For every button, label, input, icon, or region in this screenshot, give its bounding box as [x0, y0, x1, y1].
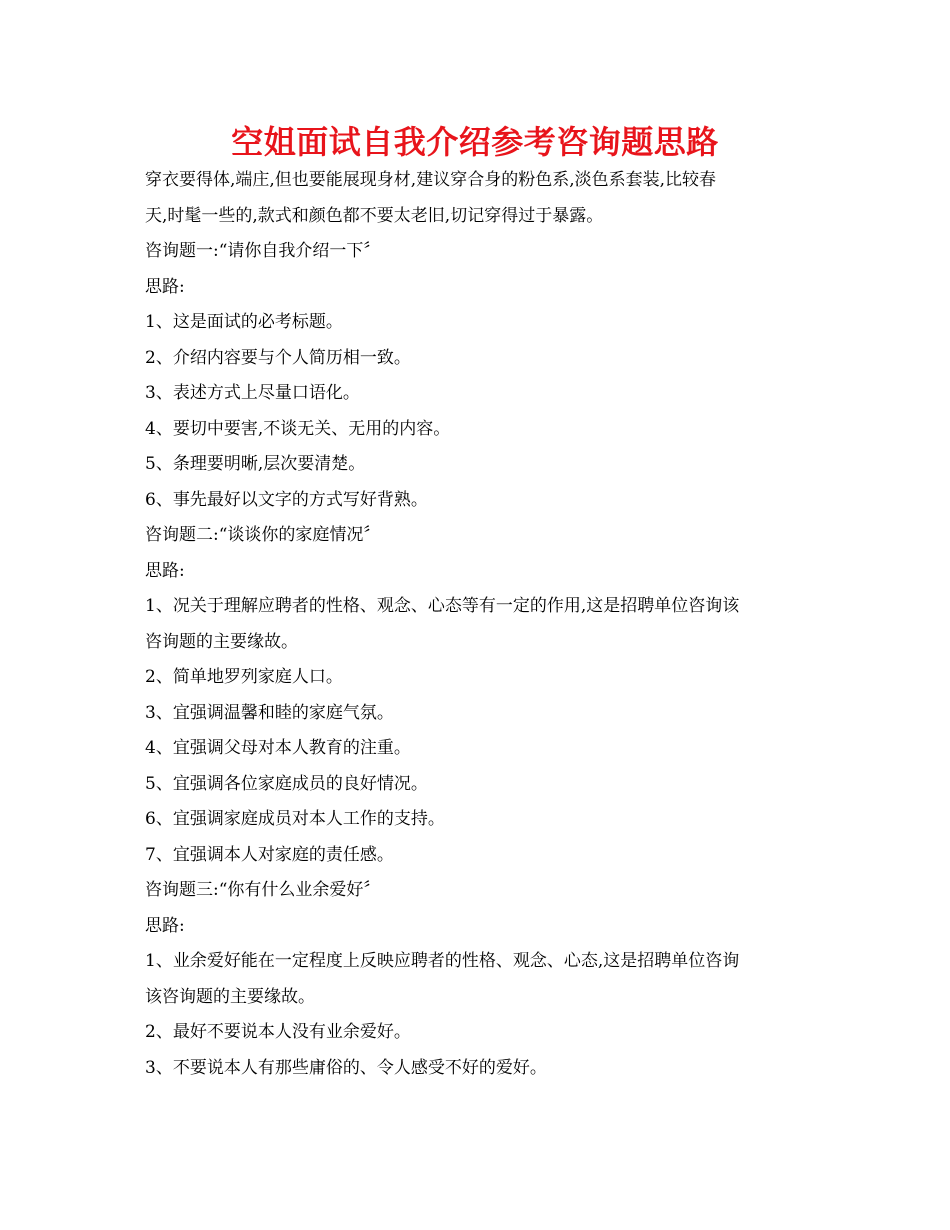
approach-label: 思路:	[145, 276, 185, 297]
list-item: 3、宜强调温馨和睦的家庭气氛。	[145, 702, 394, 723]
list-item: 3、表述方式上尽量口语化。	[145, 383, 360, 403]
list-item: 3、不要说本人有那些庸俗的、令人感受不好的爱好。	[145, 1057, 547, 1078]
body-line: 穿衣要得体,端庄,但也要能展现身材,建议穿合身的粉色系,淡色系套装,比较春	[145, 170, 717, 190]
body-line: 天,时髦一些的,款式和颜色都不要太老旧,切记穿得过于暴露。	[145, 205, 604, 226]
list-item: 7、宜强调本人对家庭的责任感。	[145, 844, 394, 865]
approach-label: 思路:	[145, 560, 185, 581]
list-item: 2、简单地罗列家庭人口。	[145, 667, 343, 687]
list-item: 1、业余爱好能在一定程度上反映应聘者的性格、观念、心态,这是招聘单位咨询	[145, 951, 740, 971]
list-item: 6、事先最好以文字的方式写好背熟。	[145, 489, 428, 510]
list-item: 6、宜强调家庭成员对本人工作的支持。	[145, 809, 445, 829]
document-body	[145, 163, 810, 1086]
list-item: 5、宜强调各位家庭成员的良好情况。	[145, 773, 428, 794]
list-item: 2、介绍内容要与个人简历相一致。	[145, 347, 411, 368]
list-item-continuation: 咨询题的主要缘故。	[145, 631, 298, 652]
approach-label: 思路:	[145, 915, 185, 936]
list-item: 4、要切中要害,不谈无关、无用的内容。	[145, 418, 451, 439]
question-heading: 咨询题二:“谈谈你的家庭情况〞	[145, 525, 381, 545]
question-heading: 咨询题三:“你有什么业余爱好〞	[145, 880, 381, 900]
list-item: 2、最好不要说本人没有业余爱好。	[145, 1022, 411, 1042]
list-item: 1、况关于理解应聘者的性格、观念、心态等有一定的作用,这是招聘单位咨询该	[145, 596, 740, 616]
question-heading: 咨询题一:“请你自我介绍一下〞	[145, 241, 381, 261]
list-item-continuation: 该咨询题的主要缘故。	[145, 986, 315, 1007]
document-title: 空姐面试自我介绍参考咨询题思路	[231, 123, 719, 161]
list-item: 4、宜强调父母对本人教育的注重。	[145, 738, 411, 758]
list-item: 5、条理要明晰,层次要清楚。	[145, 454, 366, 474]
list-item: 1、这是面试的必考标题。	[145, 312, 343, 332]
